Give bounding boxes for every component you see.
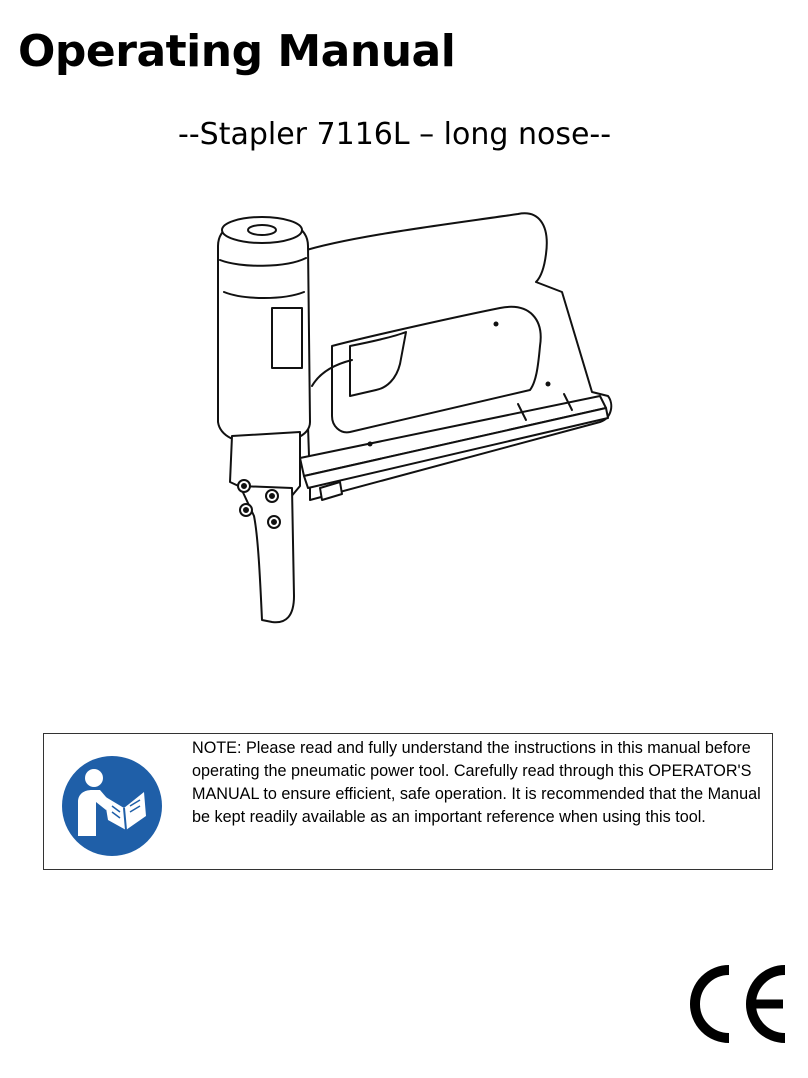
page-title: Operating Manual (18, 26, 456, 77)
stapler-illustration (200, 196, 630, 632)
page-subtitle: --Stapler 7116L – long nose-- (178, 117, 612, 152)
read-manual-icon (60, 754, 164, 858)
ce-mark (683, 964, 791, 1044)
note-text: NOTE: Please read and fully understand the instructions in this manual before operating the pneumatic power tool. Carefully read through this OPERATOR'S MANUAL to ensure efficient, safe operation. It is recommended that the Manual be kept readily available as an important reference when using this tool. (192, 739, 761, 826)
note-box (43, 733, 773, 870)
